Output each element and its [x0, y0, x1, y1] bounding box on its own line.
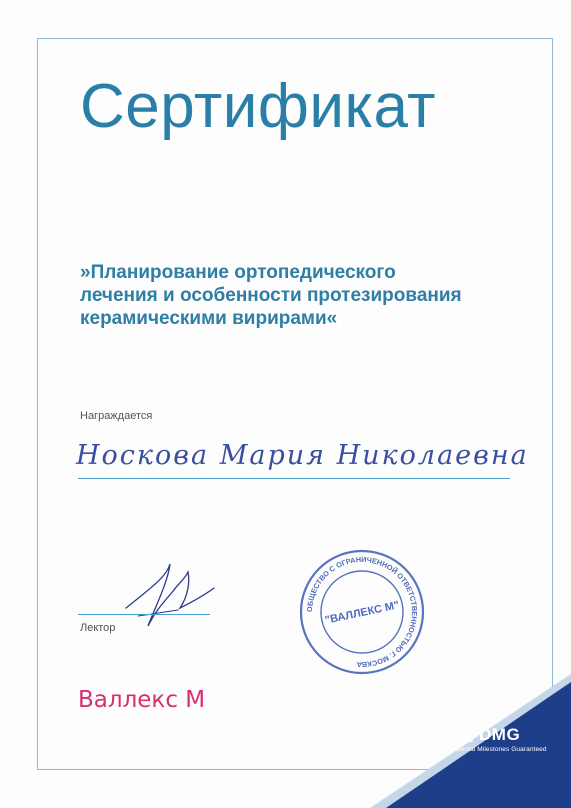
dmg-wordmark: DMG [479, 725, 521, 744]
course-title-line-3: керамическими вирирами« [80, 307, 338, 329]
course-title-line-2: лечения и особенности протезирования [80, 284, 462, 306]
recipient-underline [78, 478, 510, 479]
course-title [80, 262, 520, 330]
awarded-label: Награждается [80, 410, 153, 422]
stamp-center-text: "ВАЛЛЕКС М" [324, 599, 401, 627]
course-title-line-1: »Планирование ортопедического [80, 262, 396, 283]
signature-line [78, 614, 210, 615]
vallex-logo: Валлекс М [78, 687, 206, 713]
recipient-name: Носкова Мария Николаевна [76, 440, 529, 471]
dmg-tagline: Dental Milestones Guaranteed [456, 746, 547, 753]
dmg-mark-icon [458, 726, 476, 744]
certificate-border [37, 38, 553, 770]
lecturer-label: Лектор [80, 622, 116, 634]
dmg-logo [458, 725, 520, 745]
company-stamp [298, 548, 426, 676]
lecturer-signature [118, 560, 228, 630]
certificate-title: Сертификат [80, 72, 437, 141]
stamp-ring-text: ОБЩЕСТВО С ОГРАНИЧЕННОЙ ОТВЕТСТВЕННОСТЬЮ Г. МОСКВА [304, 554, 420, 670]
